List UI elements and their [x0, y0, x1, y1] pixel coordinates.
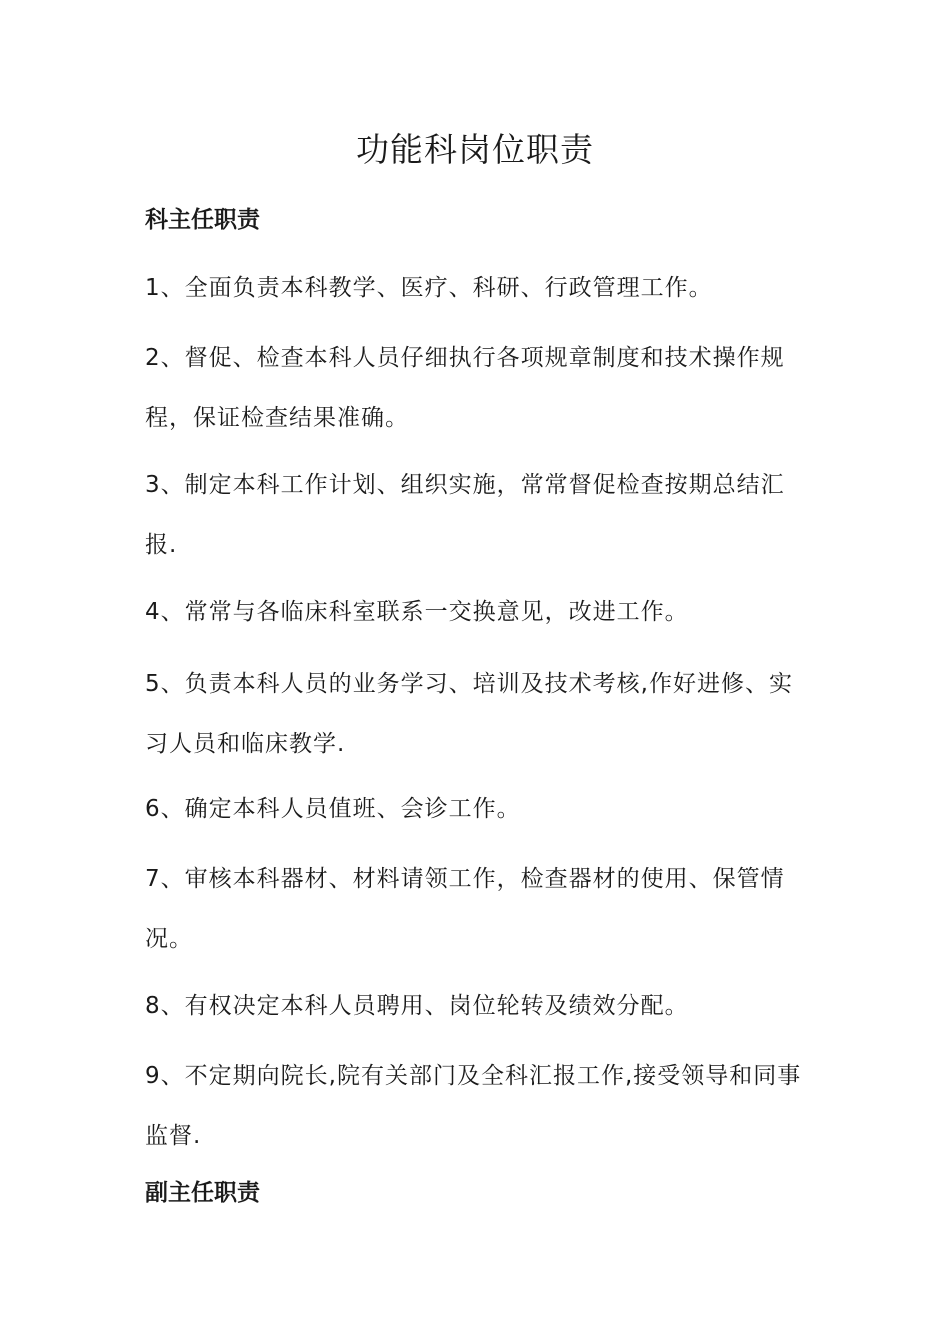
duty-item-number: 9: [145, 1063, 161, 1089]
duty-item-2: [145, 328, 815, 448]
section-heading-director: 科主任职责: [145, 207, 260, 233]
duty-item-number: 1: [145, 275, 161, 301]
duty-item-7: [145, 849, 815, 969]
duty-item-number: 7: [145, 866, 161, 892]
duty-item-1: [145, 258, 815, 318]
duty-item-text: 、确定本科人员值班、会诊工作。: [160, 796, 521, 822]
duty-item-8: [145, 976, 815, 1036]
duty-item-text: 、负责本科人员的业务学习、培训及技术考核,作好进修、实习人员和临床教学.: [145, 671, 793, 757]
duty-item-6: [145, 779, 815, 839]
duty-item-text: 、有权决定本科人员聘用、岗位轮转及绩效分配。: [160, 993, 689, 1019]
duty-item-number: 4: [145, 599, 161, 625]
duty-item-number: 2: [145, 345, 161, 371]
duty-item-number: 8: [145, 993, 161, 1019]
duty-item-number: 6: [145, 796, 161, 822]
duty-item-5: [145, 654, 815, 774]
duty-item-text: 、全面负责本科教学、医疗、科研、行政管理工作。: [160, 275, 713, 301]
duty-item-text: 、督促、检查本科人员仔细执行各项规章制度和技术操作规程，保证检查结果准确。: [145, 345, 785, 431]
duty-item-text: 、审核本科器材、材料请领工作，检查器材的使用、保管情况。: [145, 866, 785, 952]
duty-item-text: 、不定期向院长,院有关部门及全科汇报工作,接受领导和同事监督.: [145, 1063, 802, 1149]
duty-item-text: 、制定本科工作计划、组织实施，常常督促检查按期总结汇报.: [145, 472, 785, 558]
duty-item-9: [145, 1046, 815, 1166]
duty-item-number: 3: [145, 472, 161, 498]
document-title: 功能科岗位职责: [356, 130, 594, 169]
duty-item-number: 5: [145, 671, 161, 697]
duty-item-3: [145, 455, 815, 575]
duty-item-text: 、常常与各临床科室联系一交换意见，改进工作。: [160, 599, 689, 625]
section-heading-deputy-director: 副主任职责: [145, 1180, 260, 1206]
duty-item-4: [145, 582, 815, 642]
